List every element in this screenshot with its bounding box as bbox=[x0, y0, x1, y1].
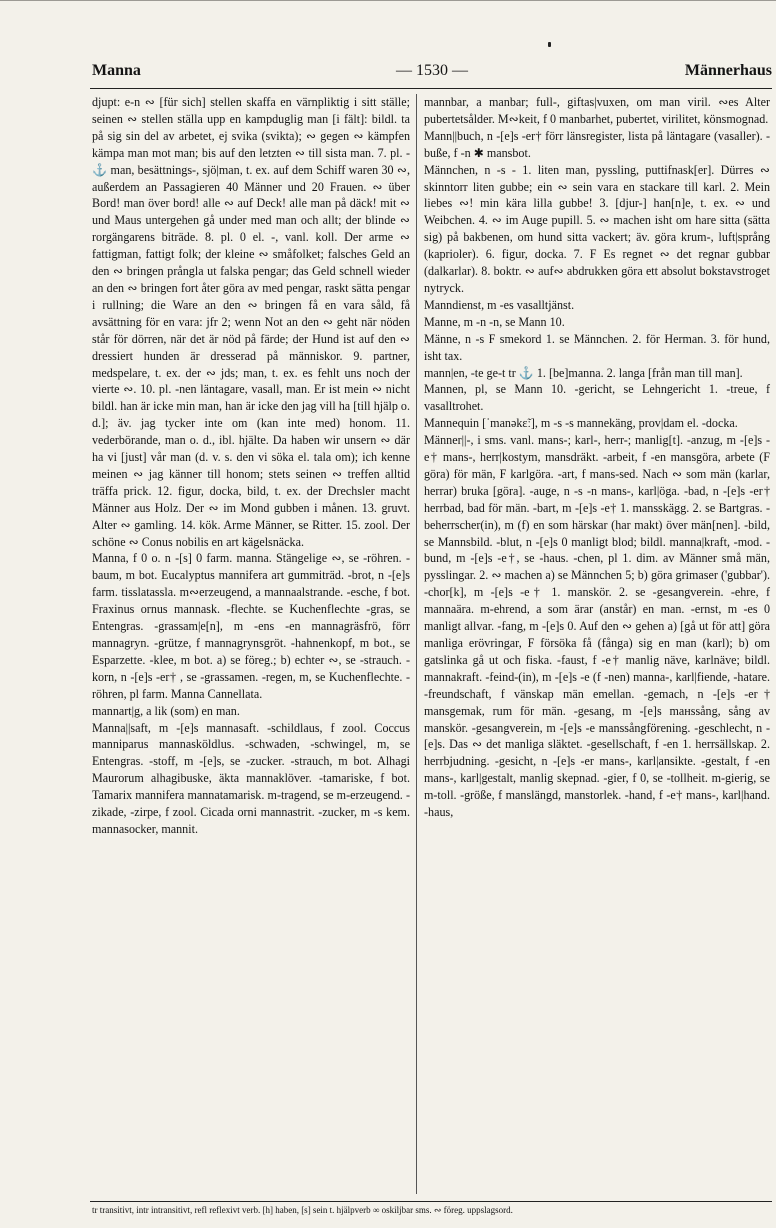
dictionary-entry: mann|en, -te ge-t tr ⚓ 1. [be]manna. 2. langa [från man till man]. bbox=[424, 365, 743, 380]
left-column bbox=[92, 94, 410, 838]
scan-edge-line bbox=[0, 0, 776, 1]
running-header bbox=[92, 62, 772, 84]
print-speck bbox=[548, 42, 551, 47]
footer-rule bbox=[90, 1201, 772, 1202]
dictionary-entry: Mannequin [ˈmanəkɛ̃ː], m -s -s mannekäng, prov|dam el. -docka. bbox=[424, 416, 738, 431]
dictionary-entry: Männchen, n -s - 1. liten man, pyssling, puttifnask[er]. Dürres ∾ skinntorr liten gubbe; ein ∾ sein vara en stackare till karl. 2. Mein liebes ∾! min kära lilla gubbe! 3. [djur-] han[n]e, t. ex. ∾ und Weibchen. 4. ∾ im Auge pupill. 5. ∾ machen isht om hare sitta (sätta sig) på bakbenen, om hund sitta vackert; äv. göra krum-, luft|språng (kaprioler). 6. figur, docka. 7. F Es regnet ∾ det regnar gubbar (dalkarlar). 8. boktr. ∾ auf∾ abdrukken göra ett absolut bokstavstroget nytryck. bbox=[424, 162, 770, 295]
dictionary-entry: Mannа||saft, m -[e]s mannasaft. -schildlaus, f zool. Coccus manniparus mannasköldlus. -schwaden, -schwingel, m, se Entengras. -stoff, m -[e]s, se -zucker. -strauch, m bot. Alhagi Maurorum alhagibuske, äkta mannaklöver. -tamariske, f bot. Tamarix mannifera mannatamarisk. m-tragend, se m-erzeugend. -zikade, -zirpe, f zool. Cicada orni mannastrit. -zucker, m -s kem. mannasocker, mannit. bbox=[92, 720, 410, 836]
abbreviation-footer: tr transitivt, intr intransitivt, refl reflexivt verb. [h] haben, [s] sein t. hjälpverb ∞ oskiljbar sms. ∾ föreg. uppslagsord. bbox=[92, 1205, 513, 1215]
header-last-word: Männerhaus bbox=[684, 62, 772, 79]
dictionary-entry: Mann||buch, n -[e]s -er† förr länsregister, lista på läntagare (vasaller). -buße, f -n ✱ mansbot. bbox=[424, 128, 770, 160]
page-number: — 1530 — bbox=[396, 62, 468, 79]
dictionary-entry: Männer||-, i sms. vanl. mans-; karl-, herr-; manlig[t]. -anzug, m -[e]s -e† mans-, herr|kostym, mansdräkt. -arbeit, f -en mansgöra, arbete (F göra) för män, F karlgöra. -art, f mans-sed. Nach ∾ som män (karlar, herrar) bruka [göra]. -auge, n -s -n mans-, karl|öga. -bad, n -[e]s -er† herrbad, bad för män. -bart, m -[e]s -e† 1. mansskägg. 2. se Bartgras. -beherrscher(in), m (f) en som härskar (har makt) över män[nen]. -bild, se Mannsbild. -blut, n -[e]s 0 manligt blod; bildl. manna|kraft, -mod. -bund, m -[e]s -e†, se -haus. -chen, pl 1. dim. av Männer små män, pysslingar. 2. ∾ machen a) se Männchen 5; b) göra grimaser ('gubbar'). -chor[k], m -[e]s -e† 1. manskör. 2. se -gesangverein. -ehre, f mannaära. m-ehrend, a som ärar (anstår) en man. -ernst, m -es 0 manligt allvar. -fang, m -[e]s 0. Auf den ∾ gehen a) [gå ut för att] göra manliga erövringar, F försöka få (fånga) sig en man (karl); b) om gatslinka gå ut och fiska. -faust, f -e† manlig näve, karlnäve; bildl. mannakraft. -feind-(in), m -[e]s -e (f -nen) manna-, karl|fiende, -hatare. -freundschaft, f vänskap män emellan. -gemach, n -[e]s -er† mansgemak, rum för män. -gesang, m -[e]s mанssång, sång av manskör. -gesangverein, m -[e]s -e manssångförening. -geschlecht, n -[e]s. Das ∾ det manliga släktet. -gesellschaft, f -en 1. herrsällskap. 2. herrbjudning. -gesicht, n -[e]s -er mans-, karl|ansikte. -gestalt, f -en mans-, karl|gestalt, manlig skepnad. -gier, f 0, se -tollheit. m-gierig, se m-toll. -größe, f manslängd, manstorlek. -hand, f -e† mans-, karl|hand. -haus, bbox=[424, 433, 770, 820]
header-rule bbox=[90, 88, 772, 89]
dictionary-entry: mannbar, a manbar; full-, giftas|vuxen, om man viril. ∾es Alter pubertetsålder. M∾keit, f 0 manbarhet, pubertet, virilitet, könsmognad. bbox=[424, 95, 770, 126]
dictionary-entry: Manna, f 0 o. n -[s] 0 farm. manna. Stängelige ∾, se -röhren. -baum, m bot. Eucalyptus mannifera art gummiträd. -brot, n -[e]s farm. tisslatassla. m∾erzeugend, a mannaalstrande. -esche, f bot. Fraxinus ornus mannask. -flechte. se Kuchenflechte -gras, se Entengras. -grassam|e[n], m -ens -en mannagräsfrö, förr mannagryn. -grütze, f mannagrynsgröt. -hahnenkopf, m bot., se Esparzette. -klee, m bot. a) se föreg.; b) echter ∾, se -strauch. -korn, n -[e]s -er† , se -grassamen. -regen, m, se Kuchenflechte. -röhren, pl farm. Manna Cannellata. bbox=[92, 551, 410, 701]
dictionary-entry: Manndienst, m -es vasalltjänst. bbox=[424, 297, 575, 312]
column-divider bbox=[416, 94, 417, 1194]
dictionary-entry: djupt: e-n ∾ [für sich] stellen skaffa en värnpliktig i sitt ställe; seinen ∾ stellen ställa upp en kampduglig man [i fält]: bildl. ta på sig sin del av arbetet, ej svika (svikta); ∾ gegen ∾ kämpfen kämpa man mot man; bis auf den letzten ∾ till sista man. 7. pl. - ⚓ man, besättnings-, sjö|man, t. ex. auf dem Schiff waren 30 ∾, außerdem an Passagieren 40 Männer und 20 Frauen. ∾ über Bord! man över bord! alle ∾ auf Deck! alle man på däck! mit ∾ und Maus untergehen gå under med man och allt; der blinde ∾ rorgängarens biträde. 8. pl. 0 el. -, vanl. koll. Der arme ∾ fattigman, fattigt folk; der kleine ∾ småfolket; falsches Geld an den ∾ bringen prångla ut falska pengar; das Geld schnell wieder an den ∾ bringen fort åter göra av med pengar, raskt sätta pengar i rullning; die Ware an den ∾ bringen få en vara såld, få avsättning för en vara: jfr 2; wenn Not an den ∾ geht när nöden står för dörren, när det är nöd på färde; der Hund ist auf den ∾ dressiert hunden är dresserad på människor. 9. partner, medspelare, t. ex. der ∾ jds; man, t. ex. es fehlt uns noch der vierte ∾. 10. pl. -nen läntagare, vasall, man. Er ist mein ∾ nicht bildl. han är icke min man, han är icke den jag vill ha [till hjälp o. d.]; äv. jag tycker inte om (kan inte med) honom. 11. vederbörande, man o. d., ibl. hjälte. Da haben wir unsern ∾ där ha vi [just] vår man (d. v. s. den vi söka el. tala om); ich kenne meinen ∾ jag känner till honom; stets seinen ∾ treffen alltid träffa prick. 12. figur, docka, bild, t. ex. der Drechsler macht Männer aus Holz. Der ∾ im Mond gubben i månen. 13. gruvt. Alter ∾ gamling. 14. kök. Arme Männer, se Ritter. 15. zool. Der schöne ∾ Conus nobilis en art kägelsnäcka. bbox=[92, 95, 410, 549]
right-column bbox=[424, 94, 770, 821]
dictionary-entry: Mannen, pl, se Mann 10. -gericht, se Lehngericht 1. -treue, f vasalltrohet. bbox=[424, 382, 770, 414]
dictionary-entry: mannart|g, a lik (som) en man. bbox=[92, 703, 240, 718]
dictionary-entry: Männe, n -s F smekord 1. se Männchen. 2. för Herman. 3. för hund, isht tax. bbox=[424, 331, 770, 363]
header-first-word: Manna bbox=[92, 62, 141, 79]
dictionary-entry: Manne, m -n -n, se Mann 10. bbox=[424, 314, 565, 329]
